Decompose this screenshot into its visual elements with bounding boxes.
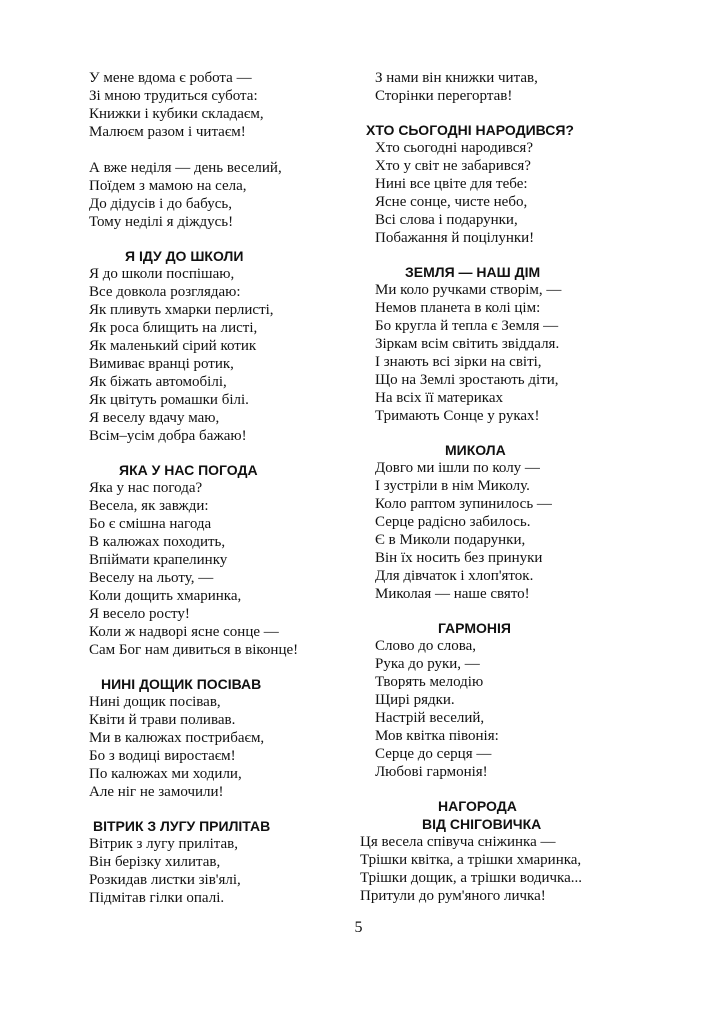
poem-line: Для дівчаток і хлоп'яток. — [375, 568, 534, 584]
poem-line: І знають всі зірки на світі, — [375, 354, 542, 370]
poem-line: Але ніг не замочили! — [89, 784, 224, 800]
poem-title-line-2: ВІД СНІГОВИЧКА — [422, 816, 542, 832]
poem-line: Хто у світ не забарився? — [375, 158, 531, 174]
intro-stanza-1 — [89, 69, 339, 141]
poem-line: Є в Миколи подарунки, — [375, 532, 526, 548]
stanza-gap — [89, 141, 339, 159]
poem-line: Яка у нас погода? — [89, 480, 203, 496]
poem-line: Зіркам всім світить звіддаля. — [375, 336, 560, 352]
poem-line: І зустріли в нім Миколу. — [375, 478, 530, 494]
poem-line: Книжки і кубики складаєм, — [89, 106, 264, 122]
poem-line: Бо є смішна нагода — [89, 516, 212, 532]
poem-line: Коло раптом зупинилось — — [375, 496, 552, 512]
poem-line: Трішки квітка, а трішки хмаринка, — [360, 852, 582, 868]
poem-line: Хто сьогодні народився? — [375, 140, 533, 156]
right-column — [360, 69, 640, 905]
poem-line: Розкидав листки зів'ялі, — [89, 872, 241, 888]
poem-yaka-u-nas-pohoda — [89, 461, 339, 659]
poem-line: Підмітав гілки опалі. — [89, 890, 225, 906]
poem-line: Вимиває вранці ротик, — [89, 356, 234, 372]
poem-nahoroda-vid-snihovychka — [360, 797, 640, 905]
poem-nyni-doshchyk-posivav — [89, 675, 339, 801]
poem-line: Впіймати крапелинку — [89, 552, 228, 568]
intro-stanza-2 — [89, 159, 339, 231]
poem-line: Як маленький сірий котик — [89, 338, 257, 354]
poem-title: МИКОЛА — [445, 442, 506, 458]
poem-line: Я до школи поспішаю, — [89, 266, 235, 282]
poem-line: Як роса блищить на листі, — [89, 320, 258, 336]
poem-line: Тримають Сонце у руках! — [375, 408, 540, 424]
poem-line: Рука до руки, — — [375, 656, 480, 672]
poem-line: Як пливуть хмарки перлисті, — [89, 302, 274, 318]
poem-line: До дідусів і до бабусь, — [89, 196, 232, 212]
poem-line: Весела, як завжди: — [89, 498, 209, 514]
poem-line: А вже неділя — день веселий, — [89, 160, 282, 176]
poem-line: Всім–усім добра бажаю! — [89, 428, 247, 444]
poem-line: Малюєм разом і читаєм! — [89, 124, 246, 140]
poem-harmoniya — [360, 619, 640, 781]
poem-line: Сторінки перегортав! — [375, 88, 513, 104]
continuation-stanza — [360, 69, 640, 105]
poem-zemlya-nash-dim — [360, 263, 640, 425]
poem-line: Нині дощик посівав, — [89, 694, 221, 710]
poem-line: Бо кругла й тепла є Земля — — [375, 318, 559, 334]
poem-ya-idu-do-shkoly — [89, 247, 339, 445]
poem-vitryk-z-luhu — [89, 817, 339, 907]
poem-line: Тому неділі я діждусь! — [89, 214, 234, 230]
poem-line: В калюжах походить, — [89, 534, 226, 550]
poem-line: Щирі рядки. — [375, 692, 455, 708]
poem-title: ВІТРИК З ЛУГУ ПРИЛІТАВ — [93, 818, 271, 834]
poem-line: Вітрик з лугу прилітав, — [89, 836, 238, 852]
poem-line: Ми коло ручками створім, — — [375, 282, 562, 298]
poem-line: Серце радісно забилось. — [375, 514, 531, 530]
poem-line: На всіх її материках — [375, 390, 504, 406]
poem-line: Всі слова і подарунки, — [375, 212, 518, 228]
poem-title: Я ІДУ ДО ШКОЛИ — [125, 248, 244, 264]
poem-line: Я весело росту! — [89, 606, 190, 622]
poem-line: Веселу на льоту, — — [89, 570, 214, 586]
poem-title: ЯКА У НАС ПОГОДА — [119, 462, 258, 478]
poem-line: Ця весела співуча сніжинка — — [360, 834, 556, 850]
poem-line: Він їх носить без принуки — [375, 550, 543, 566]
page-number: 5 — [354, 919, 363, 936]
poem-line: Трішки дощик, а трішки водичка... — [360, 870, 583, 886]
poem-title: ЗЕМЛЯ — НАШ ДІМ — [405, 264, 541, 280]
poem-line: Творять мелодію — [375, 674, 484, 690]
poem-line: Серце до серця — — [375, 746, 492, 762]
poem-line: Слово до слова, — [375, 638, 477, 654]
poem-line: Побажання й поцілунки! — [375, 230, 535, 246]
poem-line: По калюжах ми ходили, — [89, 766, 242, 782]
poem-line: Ми в калюжах пострибаєм, — [89, 730, 265, 746]
poem-line: Притули до рум'яного личка! — [360, 888, 546, 904]
poem-line: Я веселу вдачу маю, — [89, 410, 220, 426]
poem-line: Квіти й трави поливав. — [89, 712, 236, 728]
poem-line: Що на Землі зростають діти, — [375, 372, 559, 388]
poem-line: Все довкола розглядаю: — [89, 284, 241, 300]
poem-line: Сам Бог нам дивиться в віконце! — [89, 642, 299, 658]
poem-line: Як біжать автомобілі, — [89, 374, 227, 390]
poem-line: Як цвітуть ромашки білі. — [89, 392, 249, 408]
poem-line: Він берізку хилитав, — [89, 854, 221, 870]
poem-line: Ясне сонце, чисте небо, — [375, 194, 528, 210]
poem-title: ХТО СЬОГОДНІ НАРОДИВСЯ? — [366, 122, 574, 138]
poem-line: З нами він книжки читав, — [375, 70, 538, 86]
poem-line: Поїдем з мамою на села, — [89, 178, 247, 194]
poem-line: Довго ми ішли по колу — — [375, 460, 540, 476]
poem-line: Мов квітка півонія: — [375, 728, 499, 744]
poem-title: НИНІ ДОЩИК ПОСІВАВ — [101, 676, 262, 692]
poem-title: ГАРМОНІЯ — [438, 620, 511, 636]
poem-khto-sohodni-narodyvsya — [360, 121, 640, 247]
poem-mykola — [360, 441, 640, 603]
poem-line: У мене вдома є робота — — [89, 70, 252, 86]
poem-line: Нині все цвіте для тебе: — [375, 176, 528, 192]
poem-line: Миколая — наше свято! — [375, 586, 530, 602]
poem-line: Бо з водиці виростаєм! — [89, 748, 236, 764]
poem-line: Коли ж надворі ясне сонце — — [89, 624, 279, 640]
poem-line: Любові гармонія! — [375, 764, 488, 780]
poem-line: Настрій веселий, — [375, 710, 485, 726]
poem-line: Коли дощить хмаринка, — [89, 588, 242, 604]
poem-title: НАГОРОДА — [438, 798, 517, 814]
poem-line: Зі мною трудиться субота: — [89, 88, 258, 104]
left-column — [89, 69, 339, 907]
poem-line: Немов планета в колі цім: — [375, 300, 541, 316]
